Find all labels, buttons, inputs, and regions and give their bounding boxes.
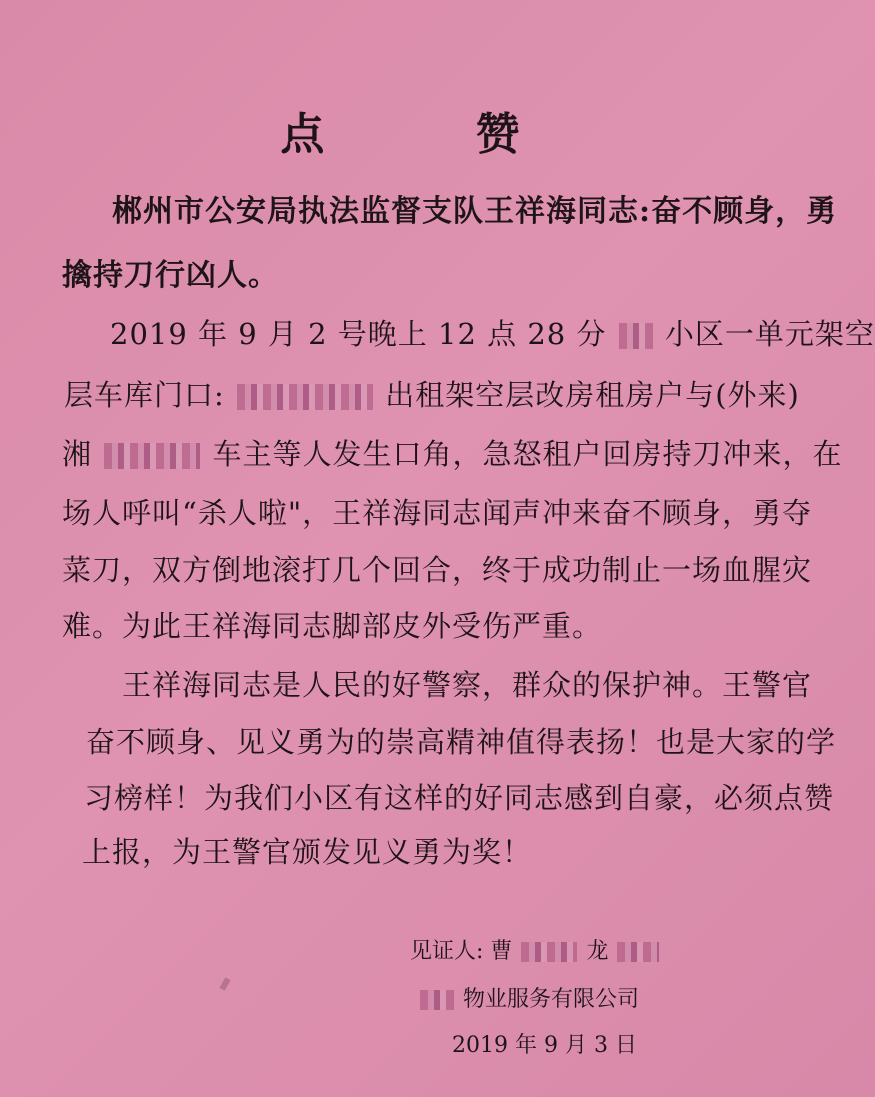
redacted-area: [619, 323, 653, 349]
paragraph1-line-4: 场人呼叫“杀人啦"，王祥海同志闻声冲来奋不顾身，勇夺: [62, 496, 813, 530]
witness-name-2: 龙: [586, 939, 609, 964]
paragraph2-line-1: 王祥海同志是人民的好警察，群众的保护神。王警官: [122, 668, 813, 702]
paragraph1-line-3: [62, 432, 842, 473]
paper-speck: [219, 977, 230, 990]
text-segment: 2019 年 9 月 2 号晚上 12 点 28 分: [110, 317, 607, 351]
paragraph1-line-1: [110, 312, 875, 353]
redacted-area: [521, 942, 577, 962]
witness-line: [410, 934, 661, 965]
company-line: [418, 982, 639, 1013]
text-segment: 车主等人发生口角，急怒租户回房持刀冲来，在: [212, 437, 843, 471]
heading-line-2: 擒持刀行凶人。: [62, 258, 279, 293]
heading-line-1: 郴州市公安局执法监督支队王祥海同志:奋不顾身，勇: [112, 194, 838, 229]
paragraph2-line-4: 上报，为王警官颁发见义勇为奖！: [82, 835, 533, 869]
paragraph1-line-2: [64, 373, 800, 414]
paragraph1-line-6: 难。为此王祥海同志脚部皮外受伤严重。: [62, 609, 603, 643]
witness-name-1: 曹: [490, 939, 513, 964]
text-segment: 层车库门口:: [64, 378, 225, 412]
text-segment: 湘: [62, 437, 93, 471]
paragraph2-line-2: 奋不顾身、见义勇为的崇高精神值得表扬！也是大家的学: [86, 725, 837, 759]
redacted-area: [104, 443, 200, 469]
text-segment: 出租架空层改房租房户与(外来): [385, 378, 800, 412]
redacted-area: [420, 990, 454, 1010]
redacted-area: [237, 384, 373, 410]
paragraph1-line-5: 菜刀，双方倒地滚打几个回合，终于成功制止一场血腥灾: [62, 553, 813, 587]
paragraph2-line-3: 习榜样！为我们小区有这样的好同志感到自豪，必须点赞: [84, 781, 835, 815]
redacted-area: [617, 942, 659, 962]
page-title: 点 赞: [280, 109, 588, 160]
witness-label: 见证人:: [410, 939, 484, 964]
text-segment: 小区一单元架空: [664, 317, 875, 351]
signature-date: 2019 年 9 月 3 日: [452, 1033, 637, 1058]
company-name: 物业服务有限公司: [463, 987, 640, 1012]
